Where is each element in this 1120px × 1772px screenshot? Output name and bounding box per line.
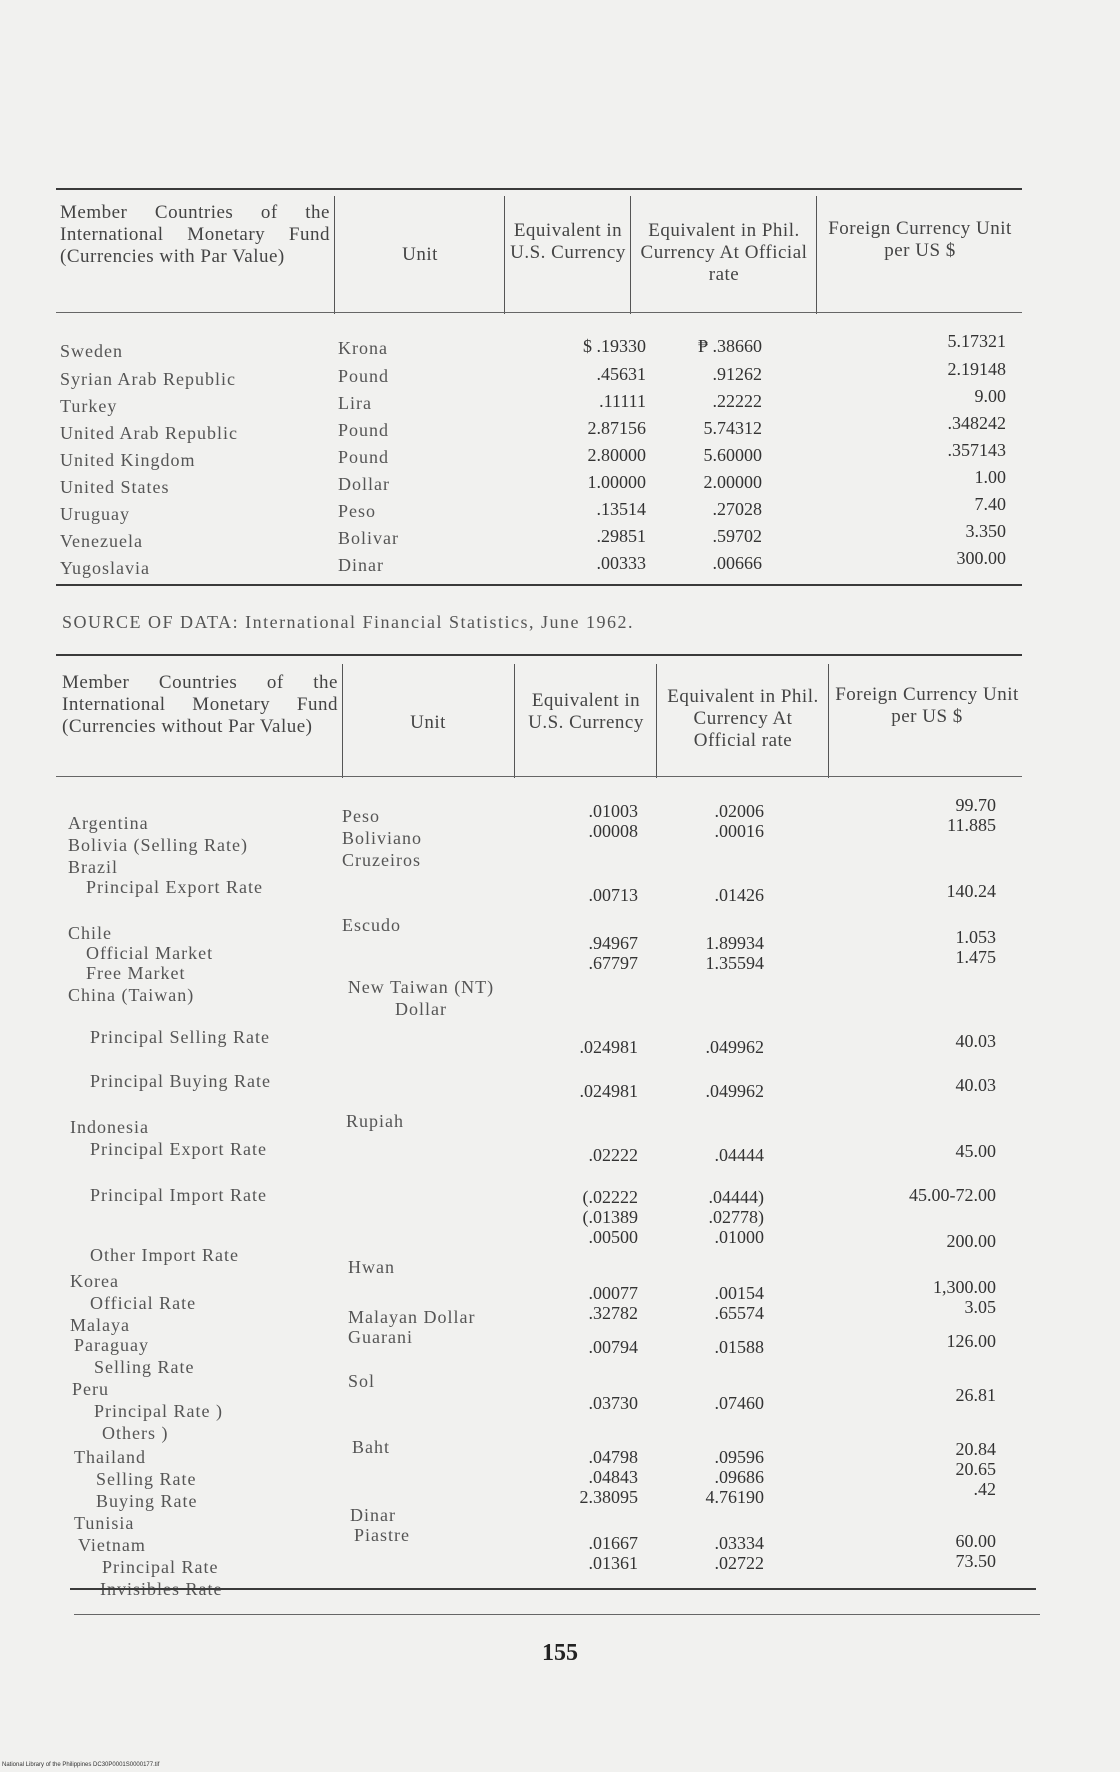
table2-fx-cell: 73.50 — [955, 1551, 996, 1571]
table2-unit-cell: New Taiwan (NT) Dollar — [347, 977, 495, 1019]
table1-unit-cell: Pound — [338, 366, 390, 386]
table2-fx-cell: .42 — [973, 1479, 996, 1499]
table1-usd-cell: $ .19330 — [583, 336, 646, 356]
table2-header-fx: Foreign Currency Unit per US $ — [835, 684, 1019, 727]
table2-usd-cell: (.01389 — [582, 1207, 638, 1227]
table2-php-cell: .00016 — [714, 821, 764, 841]
table1-usd-cell: .00333 — [596, 553, 646, 573]
table2-country-cell: Buying Rate — [96, 1491, 198, 1511]
table1-usd-cell: 2.80000 — [587, 445, 646, 465]
table1-country-cell: United Kingdom — [60, 450, 196, 470]
table2-divider — [514, 664, 515, 778]
table2-fx-cell: 20.84 — [955, 1439, 996, 1459]
table1-unit-cell: Dinar — [338, 555, 384, 575]
table2-usd-cell: .67797 — [588, 953, 638, 973]
table2-php-cell: 1.89934 — [705, 933, 764, 953]
table2-php-cell: .09686 — [714, 1467, 764, 1487]
table2-country-cell: Official Rate — [90, 1293, 197, 1313]
table2-country-cell: Tunisia — [74, 1513, 135, 1533]
table1-usd-cell: .45631 — [596, 364, 646, 384]
table1-unit-cell: Dollar — [338, 474, 390, 494]
table1-country-cell: Sweden — [60, 341, 123, 361]
table2-unit-cell: Boliviano — [342, 828, 422, 848]
table2-php-cell: .02722 — [714, 1553, 764, 1573]
table2-php-cell: .03334 — [714, 1533, 764, 1553]
table2-unit-cell: Dinar — [350, 1505, 396, 1525]
table2-country-cell: Bolivia (Selling Rate) — [68, 835, 248, 855]
table2-php-cell: .04444) — [708, 1187, 764, 1207]
table2-usd-cell: 2.38095 — [579, 1487, 638, 1507]
table2-usd-cell: .024981 — [579, 1037, 638, 1057]
table1-php-cell: 5.74312 — [703, 418, 762, 438]
table1-fx-cell: .357143 — [947, 440, 1006, 460]
table2-php-cell: .09596 — [714, 1447, 764, 1467]
table1-country-cell: Venezuela — [60, 531, 143, 551]
page-number: 155 — [542, 1640, 578, 1666]
table1-php-cell: .00666 — [712, 553, 762, 573]
table2-usd-cell: .00077 — [588, 1283, 638, 1303]
table2-divider — [828, 664, 829, 778]
table1-php-cell: 5.60000 — [703, 445, 762, 465]
table1-fx-cell: 300.00 — [956, 548, 1006, 568]
table2-divider — [342, 664, 343, 778]
table1-usd-cell: .29851 — [596, 526, 646, 546]
table2-php-cell: .04444 — [714, 1145, 764, 1165]
table1-fx-cell: 1.00 — [974, 467, 1006, 487]
table1-divider — [504, 196, 505, 314]
table1-fx-cell: 9.00 — [974, 386, 1006, 406]
table2-usd-cell: .04798 — [588, 1447, 638, 1467]
table2-usd-cell: .01003 — [588, 801, 638, 821]
table2-fx-cell: 60.00 — [955, 1531, 996, 1551]
table2-country-cell: China (Taiwan) — [68, 985, 195, 1005]
table2-usd-cell: .01361 — [588, 1553, 638, 1573]
table1-country-cell: Syrian Arab Republic — [60, 369, 236, 389]
table2-fx-cell: 140.24 — [946, 881, 996, 901]
table1-usd-cell: .11111 — [599, 391, 646, 411]
table1-divider — [334, 196, 335, 314]
table2-country-cell: Other Import Rate — [90, 1245, 239, 1265]
table2-header-unit: Unit — [410, 712, 446, 733]
table2-country-cell: Official Market — [86, 943, 214, 963]
table1-divider — [816, 196, 817, 314]
table2-fx-cell: 1.053 — [955, 927, 996, 947]
table2-unit-cell: Rupiah — [346, 1111, 404, 1131]
table1-usd-cell: 2.87156 — [587, 418, 646, 438]
table2-php-cell: .01426 — [714, 885, 764, 905]
table2-usd-cell: .024981 — [579, 1081, 638, 1101]
table2-unit-cell: Hwan — [348, 1257, 395, 1277]
table2-unit-cell: Peso — [342, 806, 381, 826]
table2-header-php: Equivalent in Phil. Currency At Official rate — [667, 686, 819, 751]
table2-country-cell: Principal Selling Rate — [90, 1027, 270, 1047]
table2-usd-cell: .00713 — [588, 885, 638, 905]
table2-fx-cell: 45.00-72.00 — [909, 1185, 996, 1205]
table1-unit-cell: Peso — [338, 501, 377, 521]
table2-country-cell: Korea — [70, 1271, 119, 1291]
table1-usd-cell: .13514 — [596, 499, 646, 519]
table1-bottom-rule — [56, 584, 1022, 586]
table2-usd-cell: .00794 — [588, 1337, 638, 1357]
table2-php-cell: .01000 — [714, 1227, 764, 1247]
table2-country-cell: Principal Rate ) — [94, 1401, 223, 1421]
table1-header-rule — [56, 312, 1022, 313]
table1-header-unit: Unit — [402, 244, 438, 265]
table2-country-cell: Argentina — [68, 813, 149, 833]
table2-country-cell: Peru — [72, 1379, 109, 1399]
table1-php-cell: .22222 — [712, 391, 762, 411]
table2-country-cell: Paraguay — [74, 1335, 149, 1355]
table1-unit-cell: Bolivar — [338, 528, 399, 548]
table1-fx-cell: 7.40 — [974, 494, 1006, 514]
footer-note: National Library of the Philippines DC30P0001S0000177.tif — [2, 1762, 160, 1768]
table2-country-cell: Indonesia — [70, 1117, 149, 1137]
table1-unit-cell: Pound — [338, 420, 390, 440]
table1-php-cell: .59702 — [712, 526, 762, 546]
table1-unit-cell: Lira — [338, 393, 372, 413]
table2-php-cell: .049962 — [705, 1081, 764, 1101]
table2-php-cell: .07460 — [714, 1393, 764, 1413]
table1-unit-cell: Pound — [338, 447, 390, 467]
table2-bottom-rule — [70, 1588, 1036, 1590]
table1-country-cell: United Arab Republic — [60, 423, 238, 443]
table2-fx-cell: 20.65 — [955, 1459, 996, 1479]
table2-unit-cell: Piastre — [354, 1525, 410, 1545]
table2-php-cell: .65574 — [714, 1303, 764, 1323]
table1-usd-cell: 1.00000 — [587, 472, 646, 492]
table2-country-cell: Principal Buying Rate — [90, 1071, 271, 1091]
table2-usd-cell: .02222 — [588, 1145, 638, 1165]
table2-header-rule — [56, 776, 1022, 777]
table2-php-cell: .02778) — [708, 1207, 764, 1227]
table2-php-cell: .01588 — [714, 1337, 764, 1357]
table2-country-cell: Vietnam — [78, 1535, 146, 1555]
table2-unit-cell: Escudo — [342, 915, 401, 935]
table2-fx-cell: 45.00 — [955, 1141, 996, 1161]
table2-usd-cell: .01667 — [588, 1533, 638, 1553]
table1-header-fx: Foreign Currency Unit per US $ — [828, 218, 1012, 261]
table2-fx-cell: 3.05 — [964, 1297, 996, 1317]
table2-header-usd: Equivalent in U.S. Currency — [528, 690, 644, 733]
table2-country-cell: Invisibles Rate — [100, 1579, 223, 1599]
table2-country-cell: Free Market — [86, 963, 186, 983]
table2-php-cell: .02006 — [714, 801, 764, 821]
table2-country-cell: Principal Export Rate — [90, 1139, 267, 1159]
table1-country-cell: Turkey — [60, 396, 118, 416]
table1-php-cell: .27028 — [712, 499, 762, 519]
table1-divider — [630, 196, 631, 314]
table1-php-cell: 2.00000 — [703, 472, 762, 492]
table2-usd-cell: .00500 — [588, 1227, 638, 1247]
table2-fx-cell: 126.00 — [946, 1331, 996, 1351]
table2-usd-cell: .00008 — [588, 821, 638, 841]
table2-country-cell: Principal Rate — [102, 1557, 219, 1577]
table2-top-rule — [56, 654, 1022, 656]
table2-country-cell: Others ) — [102, 1423, 169, 1443]
table1-header-php: Equivalent in Phil. Currency At Official rate — [640, 220, 808, 285]
page-rule — [74, 1614, 1040, 1615]
table2-country-cell: Chile — [68, 923, 112, 943]
table2-unit-cell: Guarani — [348, 1327, 413, 1347]
table2-unit-cell: Malayan Dollar — [348, 1307, 476, 1327]
table1-header-usd: Equivalent in U.S. Currency — [510, 220, 626, 263]
table2-fx-cell: 1,300.00 — [933, 1277, 996, 1297]
table2-fx-cell: 40.03 — [955, 1075, 996, 1095]
table2-country-cell: Selling Rate — [94, 1357, 195, 1377]
table2-country-cell: Principal Import Rate — [90, 1185, 267, 1205]
table2-fx-cell: 26.81 — [955, 1385, 996, 1405]
table2-divider — [656, 664, 657, 778]
table2-country-cell: Selling Rate — [96, 1469, 197, 1489]
table2-fx-cell: 200.00 — [946, 1231, 996, 1251]
table2-header-countries: Member Countries of the International Monetary Fund (Currencies without Par Value) — [62, 672, 338, 737]
table2-usd-cell: (.02222 — [582, 1187, 638, 1207]
table2-usd-cell: .94967 — [588, 933, 638, 953]
table2-unit-cell: Cruzeiros — [342, 850, 421, 870]
table2-unit-cell: Baht — [352, 1437, 390, 1457]
table1-fx-cell: 5.17321 — [947, 331, 1006, 351]
table2-country-cell: Principal Export Rate — [86, 877, 263, 897]
table1-country-cell: Yugoslavia — [60, 558, 150, 578]
table1-top-rule — [56, 188, 1022, 190]
table1-header-countries: Member Countries of the International Monetary Fund (Currencies with Par Value) — [60, 202, 330, 267]
table1-php-cell: ₱ .38660 — [697, 336, 762, 356]
table2-fx-cell: 11.885 — [947, 815, 996, 835]
table1-fx-cell: 3.350 — [965, 521, 1006, 541]
table2-fx-cell: 40.03 — [955, 1031, 996, 1051]
table2-php-cell: .049962 — [705, 1037, 764, 1057]
table1-fx-cell: .348242 — [947, 413, 1006, 433]
table1-country-cell: Uruguay — [60, 504, 130, 524]
table1-country-cell: United States — [60, 477, 170, 497]
table2-fx-cell: 1.475 — [955, 947, 996, 967]
table1-unit-cell: Krona — [338, 338, 388, 358]
table2-php-cell: 1.35594 — [705, 953, 764, 973]
table1-php-cell: .91262 — [712, 364, 762, 384]
table2-country-cell: Malaya — [70, 1315, 130, 1335]
source-note: SOURCE OF DATA: International Financial Statistics, June 1962. — [62, 612, 635, 632]
table2-usd-cell: .04843 — [588, 1467, 638, 1487]
table2-usd-cell: .32782 — [588, 1303, 638, 1323]
table2-country-cell: Thailand — [74, 1447, 146, 1467]
table1-fx-cell: 2.19148 — [947, 359, 1006, 379]
table2-fx-cell: 99.70 — [955, 795, 996, 815]
table2-php-cell: .00154 — [714, 1283, 764, 1303]
table2-unit-cell: Sol — [348, 1371, 376, 1391]
table2-usd-cell: .03730 — [588, 1393, 638, 1413]
table2-php-cell: 4.76190 — [705, 1487, 764, 1507]
table2-country-cell: Brazil — [68, 857, 118, 877]
